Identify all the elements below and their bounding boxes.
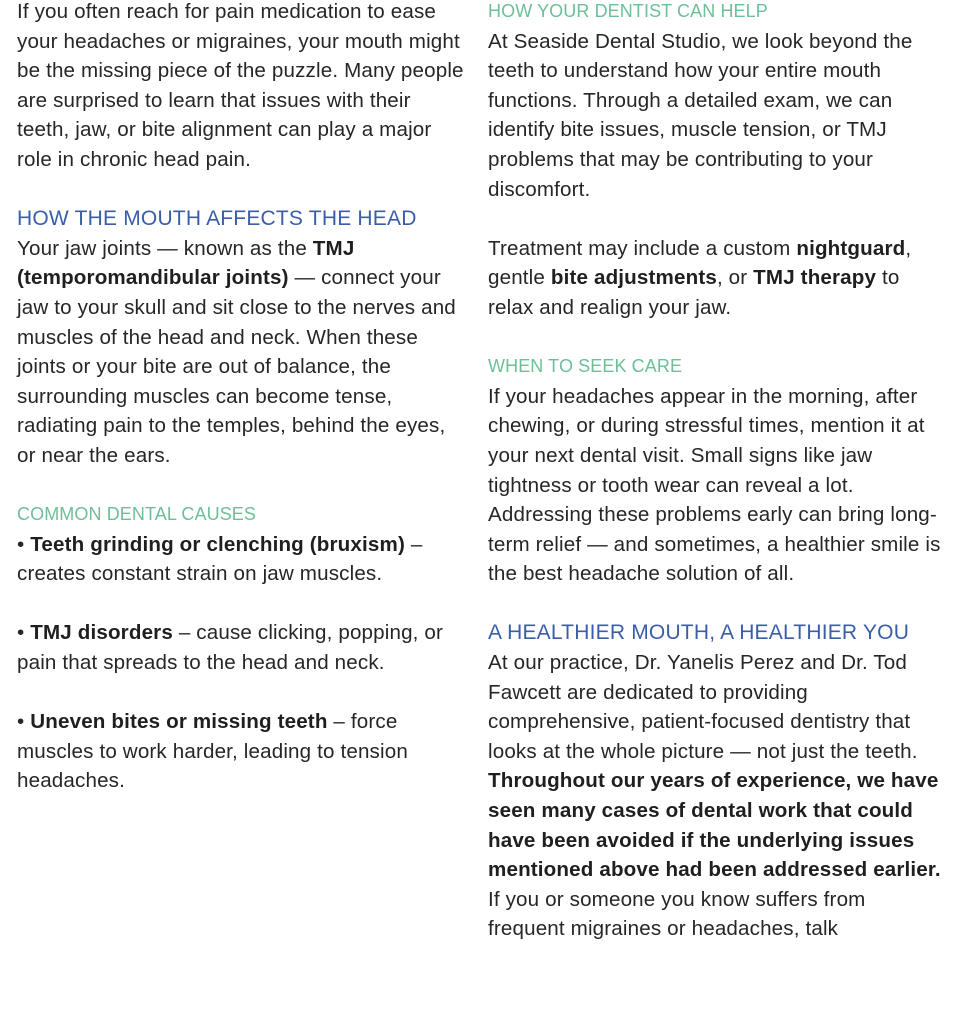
cause-title: TMJ disorders (30, 621, 173, 645)
cause-item (17, 618, 467, 677)
spacer (17, 471, 467, 501)
cause-description: – cause clicking, popping, or pain that spreads to the head and neck. (17, 621, 444, 675)
spacer (17, 175, 467, 205)
heading-dentist-help: HOW YOUR DENTIST CAN HELP (488, 1, 768, 21)
bold-term-nightguard: nightguard (796, 236, 906, 260)
bold-term-bite-adjustments: bite adjustments (550, 266, 717, 290)
tmj-paragraph (17, 234, 467, 471)
bold-experience-statement: Throughout our years of experience, we have seen many cases of dental work that could have been avoided if the underlying issues mentioned above had been addressed earlier. (488, 769, 941, 882)
cause-description: – force muscles to work harder, leading to tension headaches. (17, 710, 408, 793)
text-run: to relax and realign your jaw. (488, 266, 900, 319)
text-run: If you or someone you know suffers from frequent migraines or headaches, talk (488, 887, 866, 941)
treatment-paragraph (488, 234, 948, 323)
bold-term-tmj: TMJ (temporomandibular joints) (17, 236, 355, 290)
bullet: • (17, 621, 31, 645)
spacer (488, 323, 948, 353)
text-run: Treatment may include a custom (488, 236, 797, 260)
heading-when-to-seek-care: WHEN TO SEEK CARE (488, 356, 683, 377)
left-column (17, 0, 467, 796)
spacer (17, 589, 467, 619)
cause-title: Teeth grinding or clenching (bruxism) (30, 532, 405, 556)
heading-healthier-mouth: A HEALTHIER MOUTH, A HEALTHIER YOU (488, 621, 910, 645)
cause-item (17, 707, 467, 796)
heading-mouth-affects-head: HOW THE MOUTH AFFECTS THE HEAD (17, 207, 417, 231)
text-run: , or (716, 266, 754, 290)
text-run: Your jaw joints — known as the (17, 236, 313, 260)
heading-common-causes: COMMON DENTAL CAUSES (17, 504, 257, 525)
bullet: • (17, 532, 31, 556)
cause-title: Uneven bites or missing teeth (30, 710, 328, 734)
text-run: At our practice, Dr. Yanelis Perez and Dr. Tod Fawcett are dedicated to providing comprehensive, patient-focused dentistry that looks at the whole picture — not just the teeth. (488, 651, 918, 763)
cause-description: – creates constant strain on jaw muscles. (17, 532, 423, 586)
right-column (488, 0, 948, 944)
help-paragraph: At Seaside Dental Studio, we look beyond the teeth to understand how your entire mouth functions. Through a detailed exam, we can identify bite issues, muscle tension, or TMJ problems that may be contributing to your discomfort. (488, 29, 913, 201)
cause-item (17, 530, 467, 589)
text-run: , gentle (488, 236, 912, 290)
bullet: • (17, 710, 31, 734)
spacer (488, 204, 948, 234)
intro-paragraph: If you often reach for pain medication to ease your headaches or migraines, your mouth might be the missing piece of the puzzle. Many people are surprised to learn that issues with their teeth, jaw, or bite alignment can play a major role in chronic head pain. (17, 0, 464, 171)
spacer (488, 589, 948, 619)
spacer (17, 678, 467, 708)
bold-term-tmj-therapy: TMJ therapy (753, 266, 877, 290)
text-run: — connect your jaw to your skull and sit close to the nerves and muscles of the head and neck. When these joints or your bite are out of balance, the surrounding muscles can become tense, radiating pain to the temples, behind the eyes, or near the ears. (17, 266, 456, 467)
practice-paragraph (488, 648, 948, 944)
seek-care-paragraph: If your headaches appear in the morning, after chewing, or during stressful times, mention it at your next dental visit. Small signs like jaw tightness or tooth wear can reveal a lot. Addressing these problems early can bring long-term relief — and sometimes, a healthier smile is the best headache solution of all. (488, 384, 941, 586)
